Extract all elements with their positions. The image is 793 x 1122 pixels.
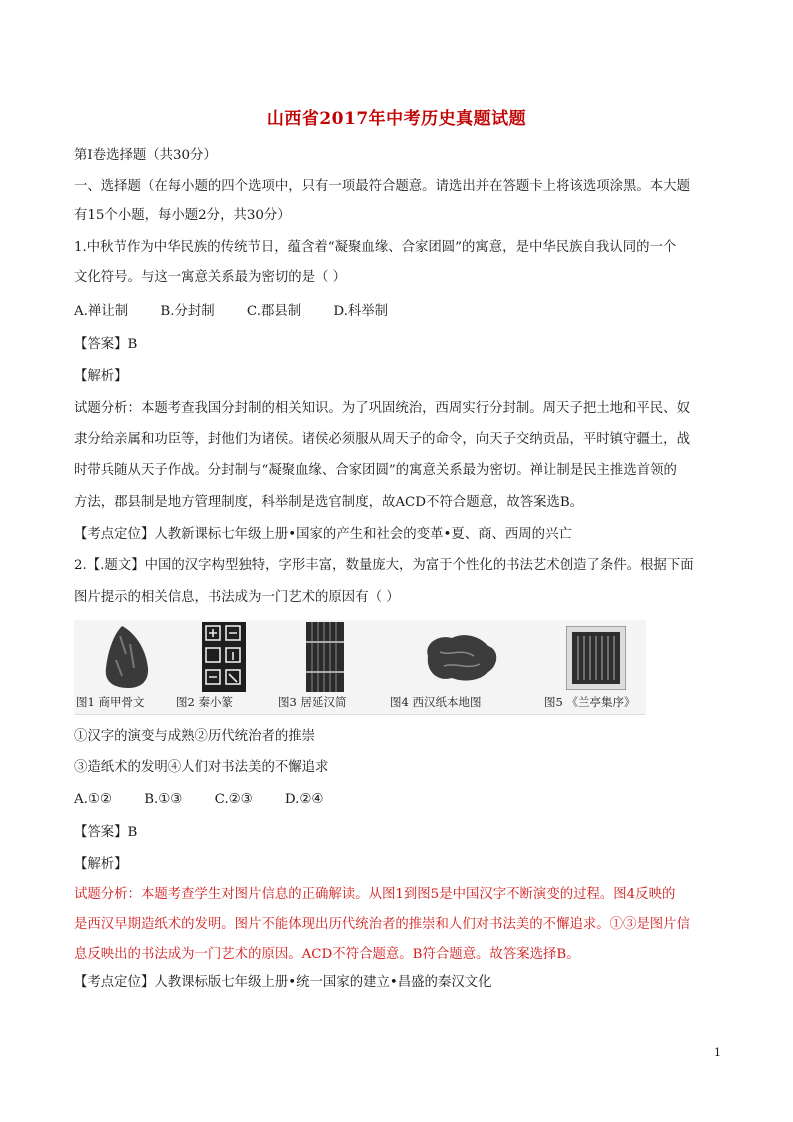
oracle-bone-image bbox=[100, 624, 152, 690]
figure-1-caption: 图1 商甲骨文 bbox=[76, 695, 145, 709]
q2-option-a: A.①② bbox=[74, 792, 112, 807]
calligraphy-scroll-image bbox=[566, 626, 626, 690]
figure-4-caption: 图4 西汉纸本地图 bbox=[390, 695, 482, 709]
q1-analysis-line-2: 隶分给亲属和功臣等，封他们为诸侯。诸侯必须服从周天子的命令，向天子交纳贡品，平时镇守疆土，战 bbox=[74, 432, 690, 447]
q2-options bbox=[74, 790, 724, 810]
q1-options bbox=[74, 302, 724, 322]
q1-option-c: C.郡县制 bbox=[246, 304, 302, 319]
q2-stem-line-2: 图片提示的相关信息，书法成为一门艺术的原因有（ ） bbox=[74, 590, 400, 605]
q1-analysis-line-3: 时带兵随从天子作战。分封制与“凝聚血缘、合家团圆”的寓意关系最为密切。禅让制是民主推选首领的 bbox=[74, 463, 677, 478]
q2-kaodian: 【考点定位】人教课标版七年级上册•统一国家的建立•昌盛的秦汉文化 bbox=[74, 975, 492, 990]
q2-analysis-line-1: 试题分析：本题考查学生对图片信息的正确解读。从图1到图5是中国汉字不断演变的过程。图4反映的 bbox=[74, 887, 676, 902]
instructions-line-2: 有15个小题，每小题2分，共30分） bbox=[74, 208, 291, 223]
q2-analysis-label: 【解析】 bbox=[74, 857, 128, 872]
q1-answer: 【答案】B bbox=[74, 337, 138, 352]
q2-option-c: C.②③ bbox=[214, 792, 253, 807]
q1-analysis-line-1: 试题分析：本题考查我国分封制的相关知识。为了巩固统治，西周实行分封制。周天子把土地和平民、奴 bbox=[74, 401, 690, 416]
q1-analysis-line-4: 方法，郡县制是地方管理制度，科举制是选官制度，故ACD不符合题意，故答案选B。 bbox=[74, 495, 584, 510]
q1-kaodian: 【考点定位】人教新课标七年级上册•国家的产生和社会的变革•夏、商、西周的兴亡 bbox=[74, 527, 572, 542]
figure-2-caption: 图2 秦小篆 bbox=[176, 695, 233, 709]
instructions-line-1: 一、选择题（在每小题的四个选项中，只有一项最符合题意。请选出并在答题卡上将该选项涂黑。本大题 bbox=[74, 179, 690, 194]
q2-option-d: D.②④ bbox=[284, 792, 324, 807]
figure-5-caption: 图5 《兰亭集序》 bbox=[544, 695, 636, 709]
seal-script-image bbox=[202, 622, 246, 692]
q2-option-b: B.①③ bbox=[144, 792, 183, 807]
q1-option-a: A.禅让制 bbox=[74, 304, 129, 319]
figure-3-caption: 图3 居延汉简 bbox=[278, 695, 347, 709]
bamboo-slips-image bbox=[306, 622, 344, 692]
page-title: 山西省2017年中考历史真题试题 bbox=[266, 109, 527, 129]
q2-statements-line-1: ①汉字的演变与成熟②历代统治者的推崇 bbox=[74, 729, 316, 744]
q2-statements-line-2: ③造纸术的发明④人们对书法美的不懈追求 bbox=[74, 760, 329, 775]
page-number: 1 bbox=[714, 1046, 721, 1059]
q1-stem-line-1: 1.中秋节作为中华民族的传统节日，蕴含着“凝聚血缘、合家团圆”的寓意，是中华民族自我认同的一个 bbox=[74, 240, 677, 255]
q2-stem-line-1: 2.【.题文】中国的汉字构型独特，字形丰富，数量庞大，为富于个性化的书法艺术创造了条件。根据下面 bbox=[74, 558, 694, 573]
q1-option-d: D.科举制 bbox=[333, 304, 389, 319]
section-heading: 第Ⅰ卷选择题（共30分） bbox=[74, 148, 217, 163]
q1-option-b: B.分封制 bbox=[160, 304, 215, 319]
paper-map-image bbox=[422, 632, 500, 684]
q1-analysis-label: 【解析】 bbox=[74, 369, 128, 384]
q2-figure-strip bbox=[74, 620, 646, 715]
q2-analysis-line-2: 是西汉早期造纸术的发明。图片不能体现出历代统治者的推崇和人们对书法美的不懈追求。①③是图片信 bbox=[74, 917, 690, 932]
q2-answer: 【答案】B bbox=[74, 825, 138, 840]
q2-analysis-line-3: 息反映出的书法成为一门艺术的原因。ACD不符合题意。B符合题意。故答案选择B。 bbox=[74, 947, 580, 962]
q1-stem-line-2: 文化符号。与这一寓意关系最为密切的是（ ） bbox=[74, 270, 347, 285]
